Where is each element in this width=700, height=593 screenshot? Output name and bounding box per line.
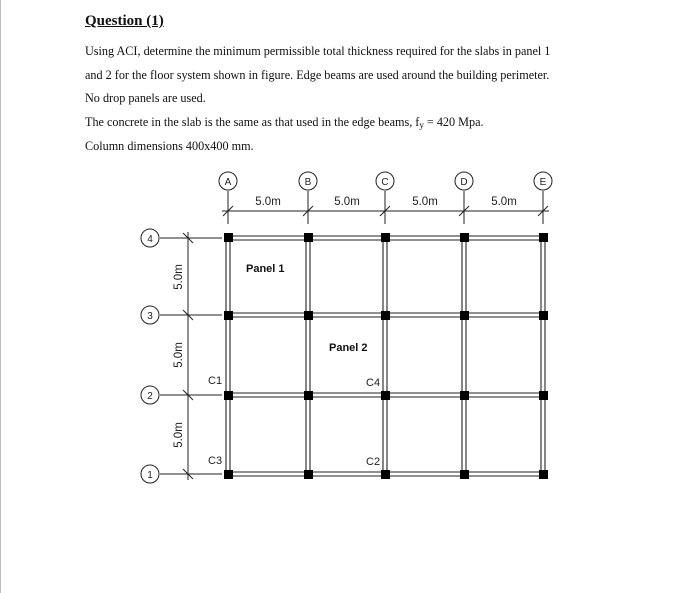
span-label-ab: 5.0m — [255, 196, 281, 208]
column-b4 — [304, 233, 313, 242]
column-b2 — [304, 391, 313, 400]
span-label-bc: 5.0m — [334, 196, 360, 208]
column-a3 — [224, 311, 233, 320]
column-b1 — [304, 470, 313, 479]
column-b3 — [304, 311, 313, 320]
column-label-c1: C1 — [208, 375, 223, 387]
grid-label-2: 2 — [147, 391, 153, 402]
column-a4 — [224, 233, 233, 242]
column-c4-top — [381, 233, 390, 242]
question-title: Question (1) — [85, 13, 164, 29]
line-4-subscript: y — [419, 120, 424, 130]
question-line-2: and 2 for the floor system shown in figure. Edge beams are used around the building perimeter. — [85, 68, 550, 82]
column-d1 — [460, 470, 469, 479]
grid-label-1: 1 — [147, 470, 153, 481]
grid-label-c: C — [381, 177, 389, 188]
line-4-text: The concrete in the slab is the same as that used in the edge beams, f — [85, 115, 420, 129]
column-d3 — [460, 311, 469, 320]
column-e1 — [539, 470, 548, 479]
column-d4 — [460, 233, 469, 242]
column-label-c2: C2 — [366, 456, 381, 468]
grid-label-e: E — [539, 177, 547, 188]
column-c2-grid — [381, 391, 390, 400]
line-4-text-end: = 420 Mpa. — [423, 115, 484, 129]
question-line-3: No drop panels are used. — [85, 91, 206, 105]
question-line-1: Using ACI, determine the minimum permissible total thickness required for the slabs in panel 1 — [85, 44, 551, 58]
column-a2 — [224, 391, 233, 400]
column-e2 — [539, 391, 548, 400]
panel-2-label: Panel 2 — [329, 342, 368, 354]
question-line-5: Column dimensions 400x400 mm. — [85, 139, 254, 153]
column-label-c3: C3 — [208, 455, 223, 467]
span-label-cd: 5.0m — [412, 196, 438, 208]
span-label-34: 5.0m — [173, 264, 185, 290]
grid-label-3: 3 — [147, 311, 153, 322]
grid-label-b: B — [304, 177, 312, 188]
row-grid-bubbles — [141, 229, 159, 483]
column-e4 — [539, 233, 548, 242]
column-e3 — [539, 311, 548, 320]
column-d2 — [460, 391, 469, 400]
grid-label-d: D — [460, 177, 468, 188]
column-c1-grid — [381, 470, 390, 479]
column-a1 — [224, 470, 233, 479]
grid-label-4: 4 — [147, 234, 153, 245]
panel-1-label: Panel 1 — [246, 263, 285, 275]
column-label-c4: C4 — [366, 377, 381, 389]
column-c3 — [381, 311, 390, 320]
grid-label-a: A — [224, 177, 232, 188]
span-label-23: 5.0m — [173, 342, 185, 368]
left-dimension-line — [160, 232, 222, 480]
span-label-de: 5.0m — [491, 196, 517, 208]
span-label-12: 5.0m — [173, 422, 185, 448]
